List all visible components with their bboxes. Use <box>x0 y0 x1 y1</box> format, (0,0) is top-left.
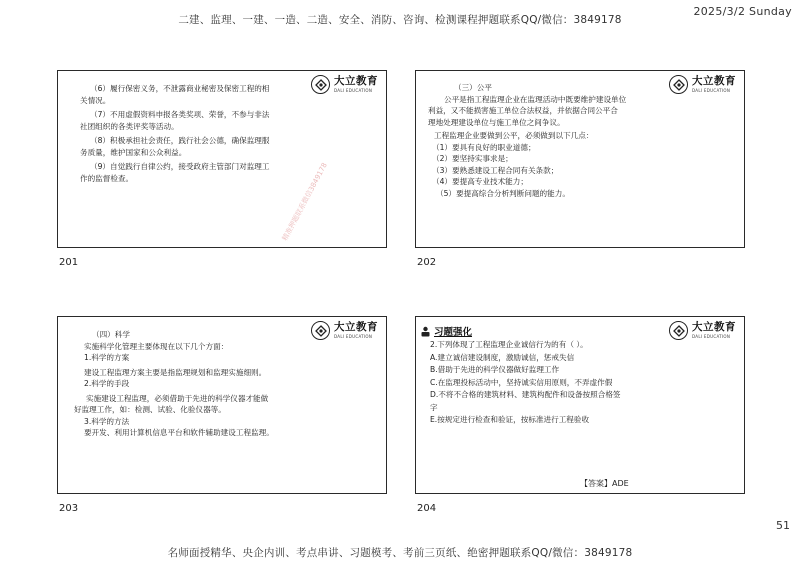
text-line: 理地处理建设单位与施工单位之间争议。 <box>428 117 565 127</box>
text-line: （7）不用虚假资料申报各类奖项、荣誉，不参与非法 <box>90 110 270 119</box>
slide-number: 202 <box>417 257 437 268</box>
question-body <box>430 339 621 427</box>
slide-number: 204 <box>417 503 437 514</box>
option-c: C.在监理投标活动中，坚持诚实信用原则，不弄虚作假 <box>430 377 613 387</box>
logo-subtitle: DALI EDUCATION <box>692 333 731 339</box>
slide-203 <box>57 316 387 494</box>
text-line: 建设工程监理方案主要是指监理规划和监理实施细则。 <box>84 367 267 377</box>
option-d-cont: 字 <box>430 402 438 412</box>
date-label: 2025/3/2 Sunday <box>693 5 792 18</box>
text-line: （9）自觉践行自律公约，接受政府主管部门对监理工 <box>90 162 270 171</box>
text-line: 3.科学的方法 <box>84 416 130 426</box>
page-number: 51 <box>776 519 790 532</box>
watermark-text: 精准押题联系微信3849178 <box>280 161 329 243</box>
text-line: 要开发、利用计算机信息平台和软件辅助建设工程监理。 <box>84 428 274 437</box>
text-line: （四）科学 <box>92 330 130 339</box>
logo-emblem-icon <box>669 75 688 94</box>
logo-name: 大立教育 <box>692 321 736 334</box>
brand-logo <box>669 321 736 340</box>
slide-201 <box>57 70 387 248</box>
text-line: 实施建设工程监理，必须借助于先进的科学仪器才能做 <box>86 393 269 403</box>
text-line: 作的监督检查。 <box>80 173 134 183</box>
text-line: 实施科学化管理主要体现在以下几个方面： <box>84 341 229 351</box>
text-line: 务质量，维护国家和公众利益。 <box>80 147 187 157</box>
logo-name: 大立教育 <box>692 75 736 88</box>
option-a: A.建立诚信建设制度，激励诚信，惩戒失信 <box>430 352 575 362</box>
slide-204 <box>415 316 745 494</box>
logo-emblem-icon <box>669 321 688 340</box>
text-line: （1）要具有良好的职业道德； <box>432 142 536 152</box>
text-line: （三）公平 <box>454 83 492 92</box>
slide-202 <box>415 70 745 248</box>
logo-emblem-icon <box>311 75 330 94</box>
logo-name: 大立教育 <box>334 321 378 334</box>
brand-logo <box>311 321 378 340</box>
teacher-icon <box>420 326 431 337</box>
text-line: 2.科学的手段 <box>84 379 130 388</box>
text-line: （6）履行保密义务，不泄露商业秘密及保密工程的相 <box>90 84 270 93</box>
text-line: 工程监理企业要做到公平，必须做到以下几点： <box>434 131 594 140</box>
slide-body <box>74 329 274 439</box>
slide-number: 201 <box>59 257 79 268</box>
brand-logo <box>311 75 378 94</box>
slide-body <box>428 82 626 199</box>
header-contact-text: 二建、监理、一建、一造、二造、安全、消防、咨询、检测课程押题联系QQ/微信：3849178 <box>178 14 622 26</box>
logo-emblem-icon <box>311 321 330 340</box>
logo-subtitle: DALI EDUCATION <box>692 87 731 93</box>
option-d: D.不将不合格的建筑材料、建筑构配件和设备按照合格签 <box>430 390 621 399</box>
text-line: 利益，又不能损害施工单位合法权益，并依据合同公平合 <box>428 106 618 115</box>
exercise-heading <box>420 324 472 338</box>
option-e: E.按规定进行检查和验证，按标准进行工程验收 <box>430 415 590 424</box>
text-line: 关情况。 <box>80 95 111 105</box>
slide-body <box>80 83 270 184</box>
footer-contact-text: 名师面授精华、央企内训、考点串讲、习题模考、考前三页纸、绝密押题联系QQ/微信：3849178 <box>167 547 633 559</box>
text-line: （3）要熟悉建设工程合同有关条款； <box>432 165 559 175</box>
text-line: （4）要提高专业技术能力； <box>432 177 528 186</box>
logo-subtitle: DALI EDUCATION <box>334 87 373 93</box>
text-line: （2）要坚持实事求是； <box>432 154 513 163</box>
logo-name: 大立教育 <box>334 75 378 88</box>
text-line: 社团组织的各类评奖等活动。 <box>80 121 179 131</box>
text-line: 公平是指工程监理企业在监理活动中既要维护建设单位 <box>444 94 627 104</box>
text-line: （8）积极承担社会责任，践行社会公德，确保监理服 <box>90 136 270 145</box>
question-stem: 2.下列体现了工程监理企业诚信行为的有（ ）。 <box>430 340 588 349</box>
brand-logo <box>669 75 736 94</box>
text-line: （5）要提高综合分析判断问题的能力。 <box>436 188 570 198</box>
logo-subtitle: DALI EDUCATION <box>334 333 373 339</box>
slide-number: 203 <box>59 503 79 514</box>
text-line: 1.科学的方案 <box>84 353 130 362</box>
answer-label: 【答案】ADE <box>580 479 629 488</box>
text-line: 好监理工作，如：检测、试验、化验仪器等。 <box>74 405 226 414</box>
exercise-title: 习题强化 <box>434 327 473 338</box>
option-b: B.借助于先进的科学仪器做好监理工作 <box>430 365 560 374</box>
